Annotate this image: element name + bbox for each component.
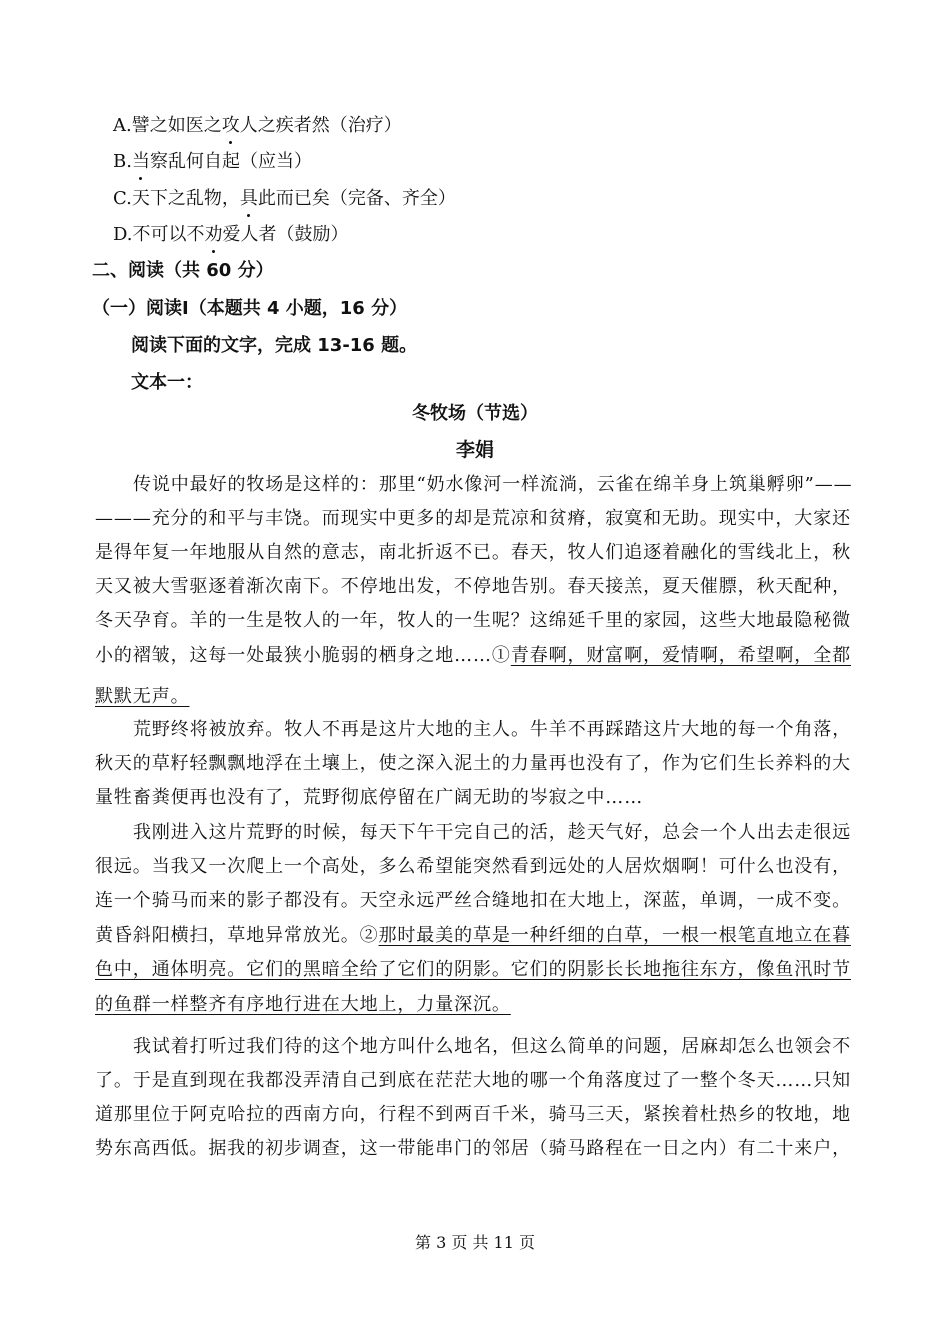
article-line	[133, 1035, 851, 1059]
option-d: D.不可以不劝爱人者（鼓励）	[113, 224, 349, 245]
article-line	[95, 1103, 851, 1127]
line-text: 秋天的草籽轻飘飘地浮在土壤上，使之深入泥土的力量再也没有了，作为它们生长养料的大	[95, 753, 851, 774]
line-text: 我试着打听过我们待的这个地方叫什么地名，但这么简单的问题，居麻却怎么也领会不	[133, 1036, 852, 1057]
line-text: 我刚进入这片荒野的时候，每天下午干完自己的活，趁天气好，总会一个人出去走很远	[133, 822, 852, 843]
line-text: 连一个骑马而来的影子都没有。天空永远严丝合缝地扣在大地上，深蓝，单调，一成不变。	[95, 890, 851, 911]
line-text: 传说中最好的牧场是这样的：那里“奶水像河一样流淌，云雀在绵羊身上筑巢孵卵”——	[133, 474, 853, 495]
article-line	[95, 575, 851, 599]
text-label: 文本一：	[131, 372, 203, 393]
underlined-passage: 那时最美的草是一种纤细的白草，一根一根笔直地立在暮	[378, 925, 851, 946]
line-text: 势东高西低。据我的初步调查，这一带能串门的邻居（骑马路程在一日之内）有二十来户，	[95, 1138, 851, 1159]
option-a: A.譬之如医之攻人之疾者然（治疗）	[113, 115, 402, 136]
option-b: B.当察乱何自起（应当）	[113, 151, 312, 172]
article-line	[95, 644, 851, 668]
page-footer: 第 3 页 共 11 页	[415, 1233, 535, 1252]
article-line	[95, 609, 851, 633]
emphasis-dot-char: 当	[131, 151, 150, 172]
article-line	[133, 821, 851, 845]
article-line	[95, 924, 851, 948]
article-line	[95, 958, 851, 982]
article-line	[95, 685, 190, 709]
article-line	[95, 1069, 851, 1093]
article-line	[95, 993, 511, 1017]
emphasis-dot-char: 攻	[221, 115, 240, 136]
line-text: 了。于是直到现在我都没弄清自己到底在茫茫大地的哪一个角落度过了一整个冬天……只知	[95, 1070, 851, 1091]
option-c: C.天下之乱物，具此而已矣（完备、齐全）	[113, 188, 456, 209]
line-text: 是得年复一年地服从自然的意志，南北折返不已。春天，牧人们追逐着融化的雪线北上，秋	[95, 542, 851, 563]
emphasis-dot-char: 劝	[204, 224, 223, 245]
article-line	[95, 786, 643, 810]
article-line	[95, 855, 851, 879]
article-line	[133, 473, 853, 497]
article-title: 冬牧场（节选）	[412, 403, 538, 424]
underlined-passage: 默默无声。	[95, 686, 190, 707]
line-text: 黄昏斜阳横扫，草地异常放光。②	[95, 925, 379, 946]
underlined-passage: 青春啊，财富啊，爱情啊，希望啊，全都	[510, 645, 852, 666]
article-author: 李娟	[455, 439, 494, 461]
underlined-passage: 色中，通体明亮。它们的黑暗全给了它们的阴影。它们的阴影长长地拖往东方，像鱼汛时节	[95, 959, 851, 980]
section-heading: 二、阅读（共 60 分）	[92, 260, 274, 281]
article-line	[95, 1137, 851, 1161]
line-text: ———充分的和平与丰饶。而现实中更多的却是荒凉和贫瘠，寂寞和无助。现实中，大家还	[95, 508, 851, 529]
line-text: 天又被大雪驱逐着渐次南下。不停地出发，不停地告别。春天接羔，夏天催膘，秋天配种，	[95, 576, 851, 597]
subsection-heading: （一）阅读Ⅰ（本题共 4 小题，16 分）	[92, 298, 408, 319]
line-text: 冬天孕育。羊的一生是牧人的一年，牧人的一生呢？这绵延千里的家园，这些大地最隐秘微	[95, 610, 851, 631]
underlined-passage: 的鱼群一样整齐有序地行进在大地上，力量深沉。	[95, 994, 511, 1015]
line-text: 道那里位于阿克哈拉的西南方向，行程不到两百千米，骑马三天，紧挨着杜热乡的牧地，地	[95, 1104, 851, 1125]
article-line	[95, 889, 851, 913]
line-text: 很远。当我又一次爬上一个高处，多么希望能突然看到远处的人居炊烟啊！可什么也没有，	[95, 856, 851, 877]
instruction: 阅读下面的文字，完成 13-16 题。	[131, 335, 418, 356]
article-line	[95, 752, 851, 776]
article-line	[95, 507, 851, 531]
line-text: 量牲畜粪便再也没有了，荒野彻底停留在广阔无助的岑寂之中……	[95, 787, 644, 808]
article-line	[133, 718, 851, 742]
article-line	[95, 541, 851, 565]
line-text: 小的褶皱，这每一处最狭小脆弱的栖身之地……①	[95, 645, 511, 666]
line-text: 荒野终将被放弃。牧人不再是这片大地的主人。牛羊不再踩踏这片大地的每一个角落，	[133, 719, 852, 740]
emphasis-dot-char: 具	[239, 188, 258, 209]
